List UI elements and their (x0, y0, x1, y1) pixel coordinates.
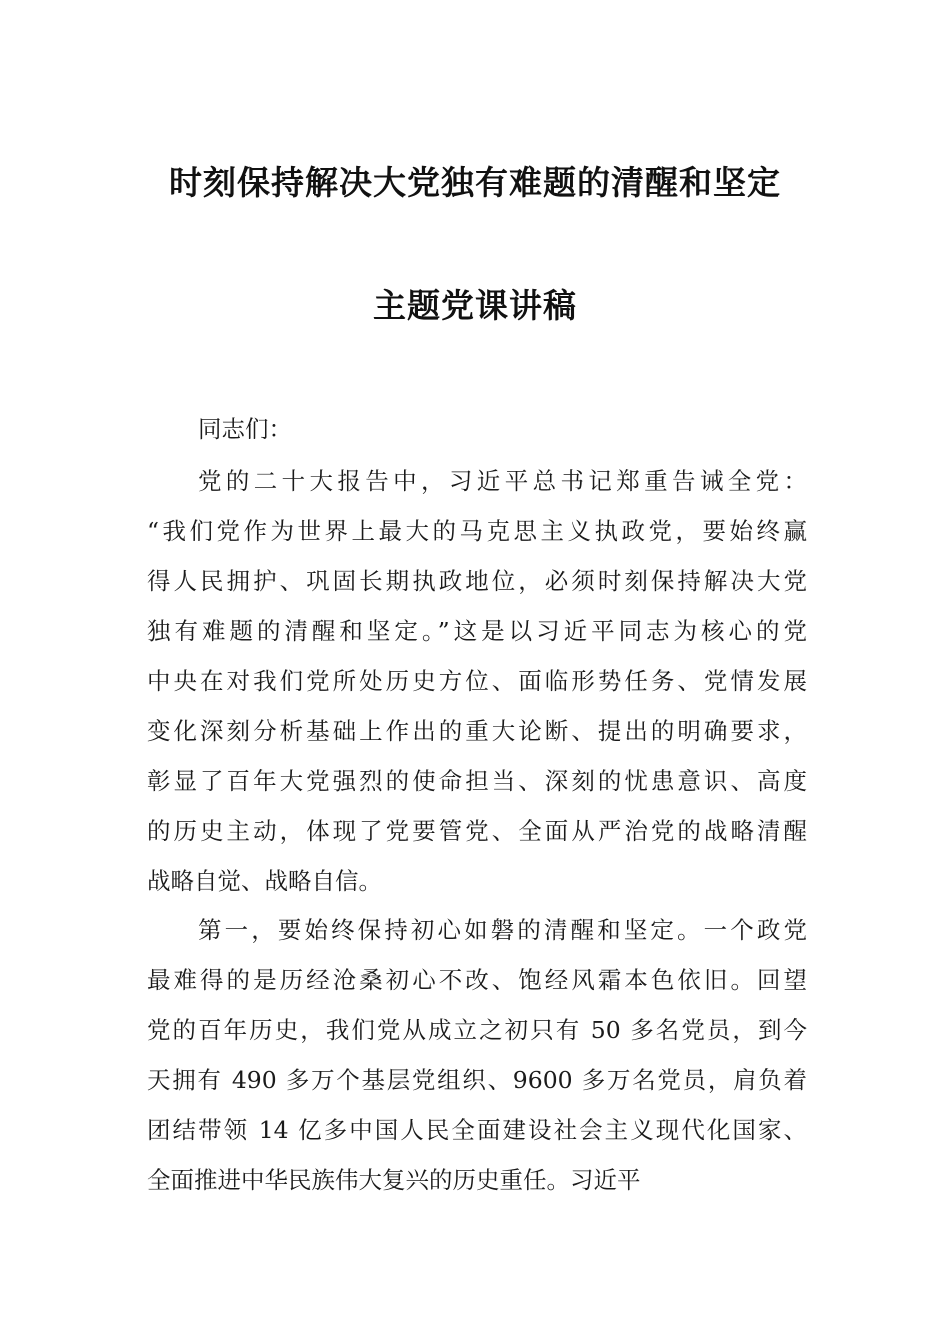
body-line: 最难得的是历经沧桑初心不改、饱经风霜本色依旧。回望 (147, 966, 807, 994)
document-title-line-2: 主题党课讲稿 (373, 286, 577, 325)
salutation: 同志们： (198, 415, 292, 443)
document-title-line-1: 时刻保持解决大党独有难题的清醒和坚定 (169, 163, 781, 202)
body-line: 的历史主动，体现了党要管党、全面从严治党的战略清醒 (147, 817, 807, 845)
body-line: 第一，要始终保持初心如磐的清醒和坚定。一个政党 (198, 916, 807, 944)
body-line: “我们党作为世界上最大的马克思主义执政党，要始终赢 (147, 517, 807, 545)
body-line: 中央在对我们党所处历史方位、面临形势任务、党情发展 (147, 667, 807, 695)
body-line: 天拥有 490 多万个基层党组织、9600 多万名党员，肩负着 (147, 1066, 807, 1094)
body-line: 彰显了百年大党强烈的使命担当、深刻的忧患意识、高度 (147, 767, 807, 795)
body-line: 全面推进中华民族伟大复兴的历史重任。习近平 (147, 1166, 641, 1194)
body-line: 团结带领 14 亿多中国人民全面建设社会主义现代化国家、 (147, 1116, 807, 1144)
body-line: 党的百年历史，我们党从成立之初只有 50 多名党员，到今 (147, 1016, 807, 1044)
body-line: 独有难题的清醒和坚定。”这是以习近平同志为核心的党 (147, 617, 807, 645)
body-line: 变化深刻分析基础上作出的重大论断、提出的明确要求， (147, 717, 807, 745)
body-line: 得人民拥护、巩固长期执政地位，必须时刻保持解决大党 (147, 567, 807, 595)
body-line: 战略自觉、战略自信。 (147, 867, 382, 895)
body-line: 党的二十大报告中，习近平总书记郑重告诫全党： (198, 467, 807, 495)
